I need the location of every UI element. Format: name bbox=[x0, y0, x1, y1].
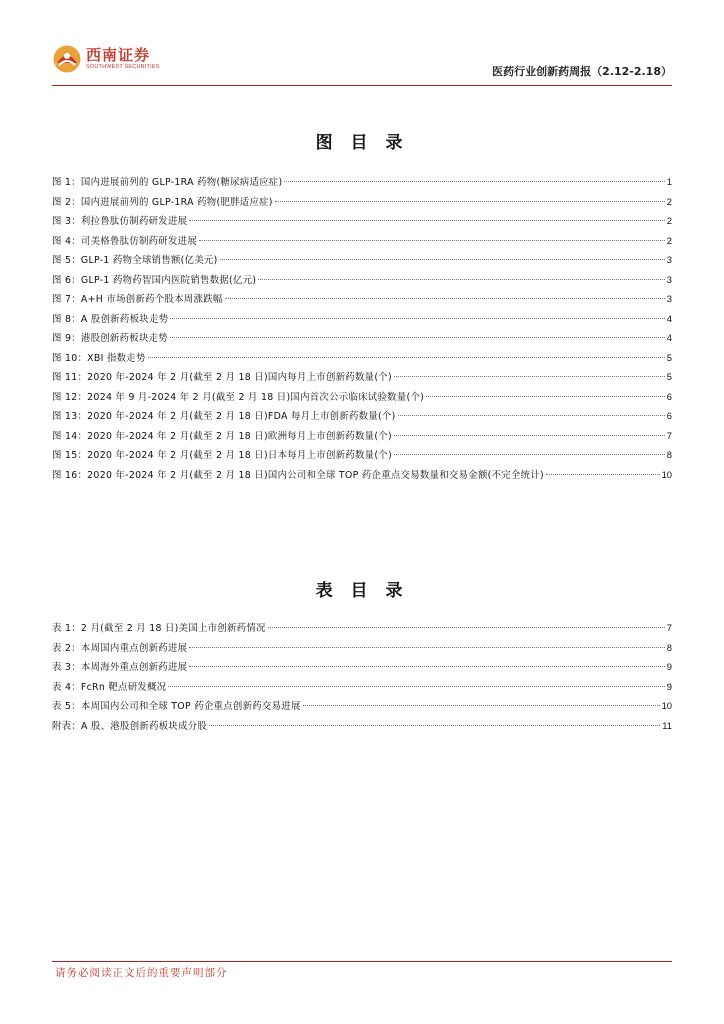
table-toc-entry[interactable] bbox=[52, 618, 672, 638]
figure-toc-entry[interactable] bbox=[52, 250, 672, 270]
dot-leader bbox=[258, 279, 664, 280]
brand-logo bbox=[52, 44, 160, 74]
figure-toc-entry-label: 图 7：A+H 市场创新药个股本周涨跌幅 bbox=[52, 294, 223, 305]
table-toc-entry[interactable] bbox=[52, 677, 672, 697]
dot-leader bbox=[303, 705, 660, 706]
dot-leader bbox=[225, 298, 665, 299]
figure-toc-entry[interactable] bbox=[52, 387, 672, 407]
table-toc-entry-page: 8 bbox=[666, 641, 672, 653]
dot-leader bbox=[220, 259, 665, 260]
figure-toc-entry-label: 图 11：2020 年-2024 年 2 月(截至 2 月 18 日)国内每月上市创新药数量(个) bbox=[52, 372, 392, 383]
table-toc-entry-page: 9 bbox=[666, 661, 672, 672]
table-toc-entry-page: 11 bbox=[662, 719, 672, 731]
brand-name-cn: 西南证券 bbox=[86, 46, 151, 64]
dot-leader bbox=[394, 454, 665, 455]
page-header bbox=[52, 38, 672, 86]
header-divider bbox=[52, 85, 672, 86]
figure-toc-entry[interactable] bbox=[52, 192, 672, 212]
figure-toc-entry-page: 6 bbox=[666, 410, 672, 421]
footer-divider bbox=[52, 961, 672, 962]
figure-toc-entry[interactable] bbox=[52, 270, 672, 290]
figure-toc-entry-page: 3 bbox=[666, 293, 672, 304]
dot-leader bbox=[284, 181, 664, 182]
dot-leader bbox=[189, 647, 664, 648]
figure-toc-entry-label: 图 15：2020 年-2024 年 2 月(截至 2 月 18 日)日本每月上市创新药数量(个) bbox=[52, 450, 392, 461]
figure-toc-entry[interactable] bbox=[52, 465, 672, 485]
table-toc-entry-label: 表 1：2 月(截至 2 月 18 日)美国上市创新药情况 bbox=[52, 623, 266, 634]
brand-emblem-icon bbox=[52, 44, 82, 74]
dot-leader bbox=[394, 435, 665, 436]
figure-toc-entry-page: 5 bbox=[666, 351, 672, 363]
figures-toc-title: 图 目 录 bbox=[315, 133, 409, 153]
figure-toc-entry[interactable] bbox=[52, 231, 672, 251]
figure-toc-entry[interactable] bbox=[52, 211, 672, 231]
figure-toc-entry-label: 图 3：利拉鲁肽仿制药研发进展 bbox=[52, 216, 188, 227]
figure-toc-entry-page: 3 bbox=[666, 254, 672, 265]
dot-leader bbox=[199, 240, 665, 241]
figure-toc-entry-label: 图 6：GLP-1 药物药智国内医院销售数据(亿元) bbox=[52, 274, 257, 286]
table-toc-entry-label: 表 5：本周国内公司和全球 TOP 药企重点创新药交易进展 bbox=[52, 701, 301, 712]
figure-toc-entry-label: 图 5：GLP-1 药物全球销售额(亿美元) bbox=[52, 255, 218, 266]
table-toc-entry-page: 7 bbox=[666, 622, 672, 633]
dot-leader bbox=[394, 376, 665, 377]
figure-toc-entry-label: 图 1：国内进展前列的 GLP-1RA 药物(糖尿病适应症) bbox=[52, 177, 283, 188]
table-toc-entry-label: 表 2：本周国内重点创新药进展 bbox=[52, 642, 188, 654]
figure-toc-entry-page: 8 bbox=[666, 449, 672, 460]
figure-toc-entry-label: 图 8：A 股创新药板块走势 bbox=[52, 313, 169, 325]
dot-leader bbox=[398, 415, 665, 416]
figure-toc-entry[interactable] bbox=[52, 328, 672, 348]
table-toc-entry-label: 表 3：本周海外重点创新药进展 bbox=[52, 662, 188, 673]
dot-leader bbox=[426, 396, 665, 397]
figure-toc-entry-label: 图 14：2020 年-2024 年 2 月(截至 2 月 18 日)欧洲每月上市创新药数量(个) bbox=[52, 430, 392, 442]
figure-toc-entry-page: 6 bbox=[666, 390, 672, 402]
figure-toc-entry-page: 1 bbox=[666, 176, 672, 187]
figure-toc-entry-label: 图 12：2024 年 9 月-2024 年 2 月(截至 2 月 18 日)国内首次公示临床试验数量(个) bbox=[52, 391, 425, 403]
figure-toc-entry[interactable] bbox=[52, 172, 672, 192]
dot-leader bbox=[170, 318, 664, 319]
figure-toc-entry-page: 4 bbox=[666, 332, 672, 343]
table-toc-entry-page: 10 bbox=[661, 700, 672, 711]
figure-toc-entry-page: 7 bbox=[666, 429, 672, 441]
dot-leader bbox=[189, 666, 664, 667]
figure-toc-entry[interactable] bbox=[52, 406, 672, 426]
figure-toc-entry-page: 5 bbox=[666, 371, 672, 382]
figure-toc-entry-label: 图 16：2020 年-2024 年 2 月(截至 2 月 18 日)国内公司和全球 TOP 药企重点交易数量和交易金额(不完全统计) bbox=[52, 469, 544, 481]
figure-toc-entry-label: 图 10：XBI 指数走势 bbox=[52, 352, 146, 364]
footer-disclaimer: 请务必阅读正文后的重要声明部分 bbox=[55, 967, 228, 979]
tables-toc bbox=[52, 618, 672, 735]
table-toc-entry[interactable] bbox=[52, 716, 672, 736]
table-toc-entry[interactable] bbox=[52, 638, 672, 658]
figure-toc-entry[interactable] bbox=[52, 367, 672, 387]
tables-toc-title: 表 目 录 bbox=[315, 581, 409, 601]
report-title: 医药行业创新药周报（2.12-2.18） bbox=[492, 65, 672, 78]
brand-name-en: SOUTHWEST SECURITIES bbox=[86, 64, 160, 70]
figure-toc-entry[interactable] bbox=[52, 445, 672, 465]
dot-leader bbox=[275, 201, 665, 202]
figure-toc-entry-page: 10 bbox=[661, 468, 672, 480]
figure-toc-entry-label: 图 4：司美格鲁肽仿制药研发进展 bbox=[52, 235, 197, 247]
figure-toc-entry-page: 3 bbox=[666, 273, 672, 285]
figure-toc-entry-page: 2 bbox=[666, 195, 672, 207]
table-toc-entry[interactable] bbox=[52, 657, 672, 677]
dot-leader bbox=[170, 337, 665, 338]
figure-toc-entry[interactable] bbox=[52, 348, 672, 368]
figure-toc-entry[interactable] bbox=[52, 309, 672, 329]
dot-leader bbox=[268, 627, 665, 628]
figure-toc-entry[interactable] bbox=[52, 426, 672, 446]
table-toc-entry-label: 附表：A 股、港股创新药板块成分股 bbox=[52, 720, 208, 732]
figure-toc-entry-page: 2 bbox=[666, 215, 672, 226]
table-toc-entry-page: 9 bbox=[666, 680, 672, 692]
dot-leader bbox=[546, 474, 660, 475]
dot-leader bbox=[148, 357, 665, 358]
figure-toc-entry[interactable] bbox=[52, 289, 672, 309]
table-toc-entry-label: 表 4：FcRn 靶点研发概况 bbox=[52, 681, 167, 693]
figure-toc-entry-label: 图 13：2020 年-2024 年 2 月(截至 2 月 18 日)FDA 每月上市创新药数量(个) bbox=[52, 411, 396, 422]
figures-toc bbox=[52, 172, 672, 484]
figure-toc-entry-page: 2 bbox=[666, 234, 672, 246]
figure-toc-entry-label: 图 9：港股创新药板块走势 bbox=[52, 333, 168, 344]
dot-leader bbox=[209, 725, 660, 726]
figure-toc-entry-page: 4 bbox=[666, 312, 672, 324]
table-toc-entry[interactable] bbox=[52, 696, 672, 716]
dot-leader bbox=[168, 686, 664, 687]
dot-leader bbox=[189, 220, 664, 221]
figure-toc-entry-label: 图 2：国内进展前列的 GLP-1RA 药物(肥胖适应症) bbox=[52, 196, 273, 208]
